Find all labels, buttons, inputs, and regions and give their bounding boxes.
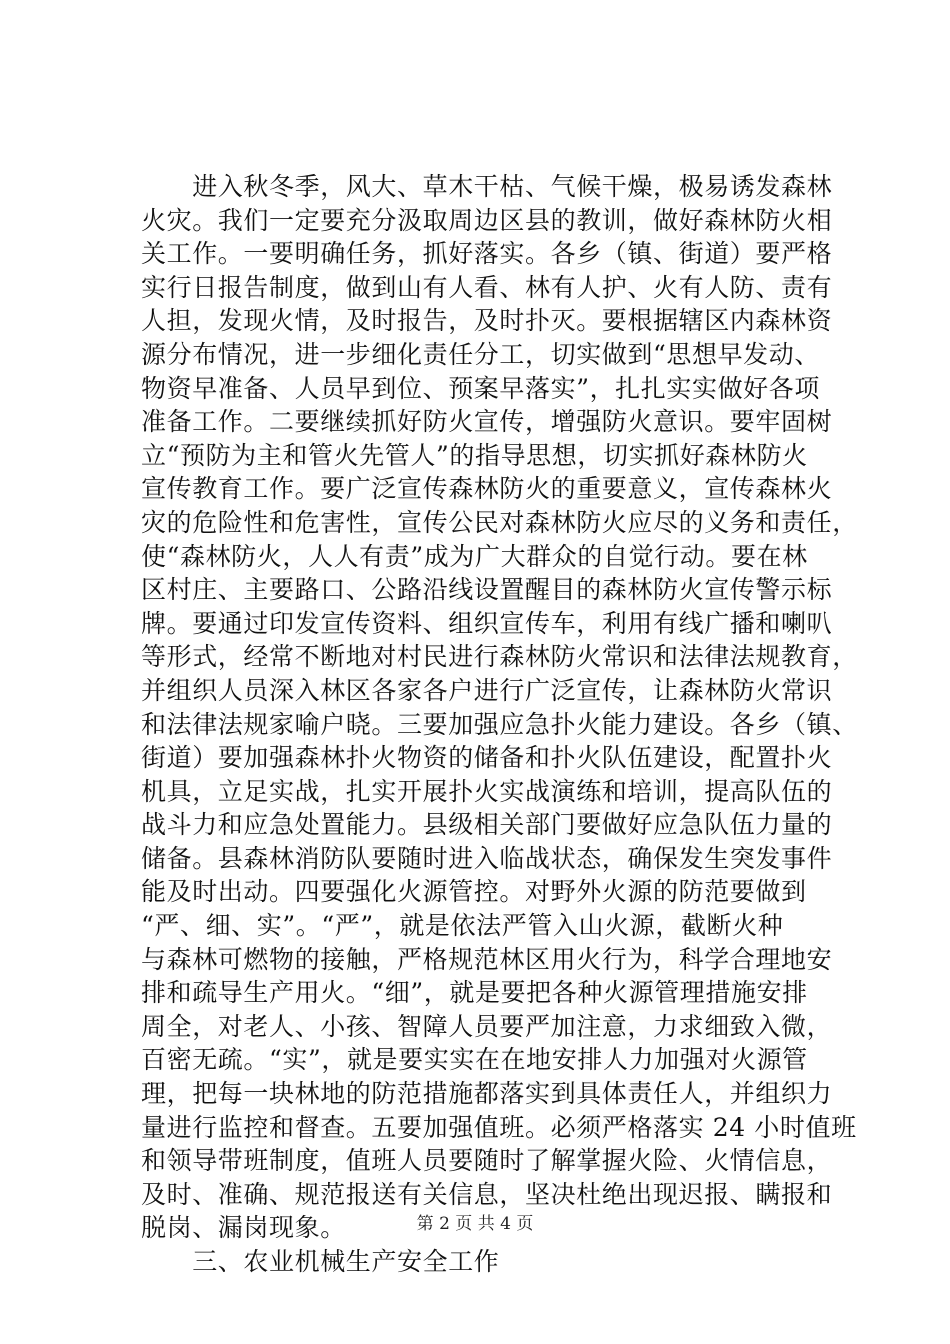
text-line: 机具，立足实战，扎实开展扑火实战演练和培训，提高队伍的 [141, 776, 833, 806]
text-line: 量进行监控和督查。五要加强值班。必须严格落实 24 小时值班 [141, 1112, 857, 1142]
text-line: 火灾。我们一定要充分汲取周边区县的教训，做好森林防火相 [141, 205, 833, 235]
text-line: 街道）要加强森林扑火物资的储备和扑火队伍建设，配置扑火 [141, 743, 833, 773]
text-line: 灾的危险性和危害性，宣传公民对森林防火应尽的义务和责任， [141, 507, 858, 537]
text-line: 立“预防为主和管火先管人”的指导思想，切实抓好森林防火 [141, 440, 808, 470]
text-line: 脱岗、漏岗现象。 [141, 1213, 346, 1243]
body-text [141, 170, 858, 1279]
text-line: 区村庄、主要路口、公路沿线设置醒目的森林防火宣传警示标 [141, 575, 833, 605]
text-line: 及时、准确、规范报送有关信息，坚决杜绝出现迟报、瞒报和 [141, 1179, 833, 1209]
text-line: 人担，发现火情，及时报告，及时扑灭。要根据辖区内森林资 [141, 306, 833, 336]
text-line: 等形式，经常不断地对村民进行森林防火常识和法律法规教育， [141, 642, 858, 672]
text-line: 理，把每一块林地的防范措施都落实到具体责任人，并组织力 [141, 1079, 833, 1109]
text-line: 与森林可燃物的接触，严格规范林区用火行为，科学合理地安 [141, 944, 833, 974]
text-line: 周全，对老人、小孩、智障人员要严加注意，力求细致入微， [141, 1011, 833, 1041]
text-line: 和领导带班制度，值班人员要随时了解掌握火险、火情信息， [141, 1146, 833, 1176]
text-line: 并组织人员深入林区各家各户进行广泛宣传，让森林防火常识 [141, 675, 833, 705]
text-line: 源分布情况，进一步细化责任分工，切实做到“思想早发动、 [141, 339, 820, 369]
text-line: 使“森林防火，人人有责”成为广大群众的自觉行动。要在林 [141, 541, 808, 571]
text-line: 百密无疏。“实”，就是要实实在在地安排人力加强对火源管 [141, 1045, 808, 1075]
text-line: 和法律法规家喻户晓。三要加强应急扑火能力建设。各乡（镇、 [141, 709, 858, 739]
text-line: 宣传教育工作。要广泛宣传森林防火的重要意义，宣传森林火 [141, 474, 833, 504]
text-line: 储备。县森林消防队要随时进入临战状态，确保发生突发事件 [141, 843, 833, 873]
text-line: 牌。要通过印发宣传资料、组织宣传车，利用有线广播和喇叭 [141, 608, 833, 638]
text-line: 能及时出动。四要强化火源管控。对野外火源的防范要做到 [141, 877, 807, 907]
text-line: 进入秋冬季，风大、草木干枯、气候干燥，极易诱发森林 [141, 172, 833, 201]
section-heading: 三、农业机械生产安全工作 [141, 1247, 500, 1276]
text-line: 战斗力和应急处置能力。县级相关部门要做好应急队伍力量的 [141, 810, 833, 840]
text-line: 关工作。一要明确任务，抓好落实。各乡（镇、街道）要严格 [141, 239, 833, 269]
text-line: 排和疏导生产用火。“细”，就是要把各种火源管理措施安排 [141, 978, 808, 1008]
page-footer: 第 2 页 共 4 页 [416, 1214, 534, 1234]
text-line: “严、细、实”。“严”，就是依法严管入山火源，截断火种 [141, 911, 784, 941]
text-line: 物资早准备、人员早到位、预案早落实”，扎扎实实做好各项 [141, 373, 820, 403]
text-line: 实行日报告制度，做到山有人看、林有人护、火有人防、责有 [141, 272, 833, 302]
text-line: 准备工作。二要继续抓好防火宣传，增强防火意识。要牢固树 [141, 407, 833, 437]
